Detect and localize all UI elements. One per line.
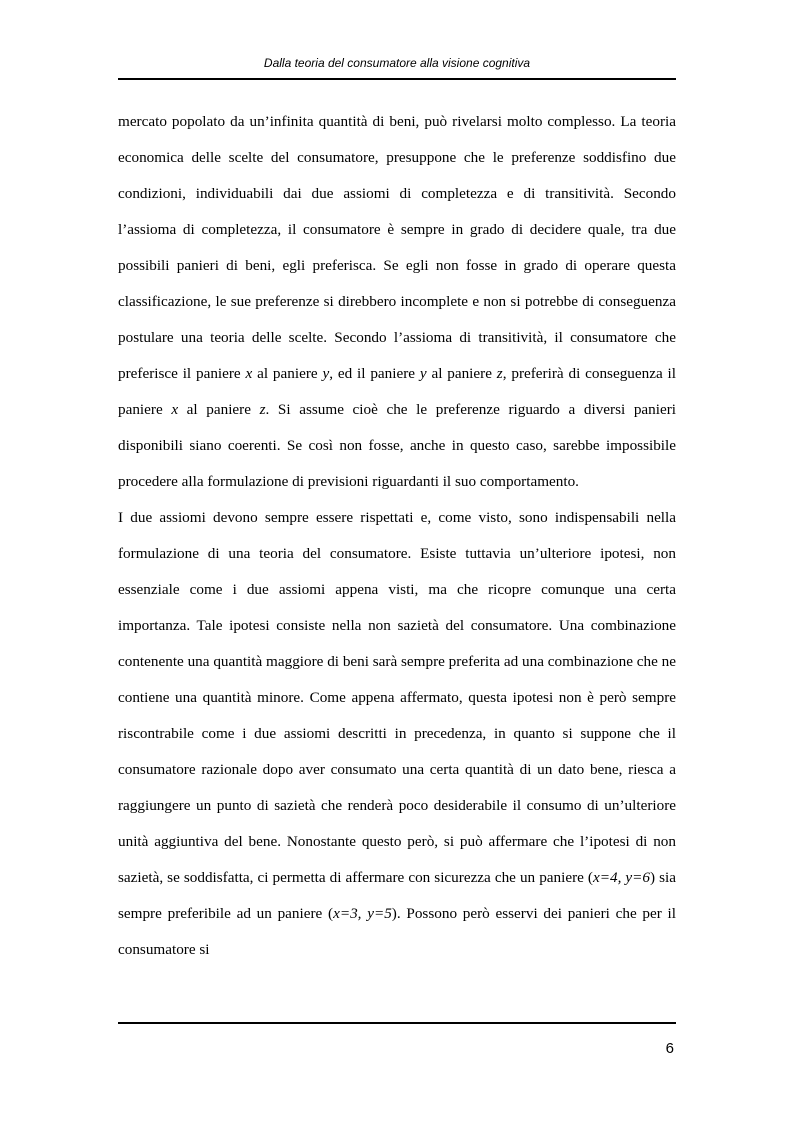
footer-divider [118,1022,676,1024]
text-run: al paniere [426,365,497,382]
page-number: 6 [665,1040,674,1057]
text-run: ) sia sempre preferibile ad un paniere ( [118,869,676,922]
italic-variable: x [245,365,253,382]
text-run: I due assiomi devono sempre essere rispettati e, come visto, sono indispensabili nella formulazione di una teoria del consumatore. Esiste tuttavia un’ulteriore ipotesi, non essenziale come i due assiomi appena visti, ma che ricopre comunque una certa importanza. Tale ipotesi consiste nella non sazietà del consumatore. Una combinazione contenente una quantità maggiore di beni sarà sempre preferita ad una combinazione che ne contiene una quantità minore. Come appena affermato, questa ipotesi non è però sempre riscontrabile come i due assiomi descritti in precedenza, in quanto si suppone che il consumatore razionale dopo aver consumato una certa quantità di un dato bene, riesca a raggiungere un punto di sazietà che renderà poco desiderabile il consumo di un’ulteriore unità aggiuntiva del bene. Nonostante questo però, si può affermare che l’ipotesi di non sazietà, se soddisfatta, ci permetta di affermare con sicurezza che un paniere ( [118,509,676,886]
body-text [118,104,676,968]
text-run: , preferirà di conseguenza il paniere [118,365,676,418]
italic-variable: x=4, y=6 [593,869,651,886]
text-run: ). Possono però esservi dei panieri che per il consumatore si [118,905,677,958]
italic-variable: y [419,365,427,382]
italic-variable: y [322,365,330,382]
italic-variable: x [171,401,179,418]
text-run: mercato popolato da un’infinita quantità di beni, può rivelarsi molto complesso. La teoria economica delle scelte del consumatore, presuppone che le preferenze soddisfino due condizioni, individuabili dai due assiomi di completezza e di transitività. Secondo l’assioma di completezza, il consumatore è sempre in grado di decidere quale, tra due possibili panieri di beni, egli preferisca. Se egli non fosse in grado di operare questa classificazione, le sue preferenze si direbbero incomplete e non si potrebbe di conseguenza postulare una teoria delle scelte. Secondo l’assioma di transitività, il consumatore che preferisce il paniere [118,113,676,382]
paragraph-1 [118,104,676,500]
text-run: al paniere [252,365,323,382]
paragraph-2 [118,500,676,968]
text-run: al paniere [178,401,260,418]
italic-variable: x=3, y=5 [333,905,392,922]
running-header: Dalla teoria del consumatore alla visione cognitiva [263,56,531,70]
text-run: . Si assume cioè che le preferenze riguardo a diversi panieri disponibili siano coerenti. Se così non fosse, anche in questo caso, sarebbe impossibile procedere alla formulazione di previsioni riguardanti il suo comportamento. [118,401,677,490]
header-divider [118,78,676,80]
italic-variable: z [259,401,266,418]
italic-variable: z [496,365,503,382]
text-run: , ed il paniere [329,365,420,382]
